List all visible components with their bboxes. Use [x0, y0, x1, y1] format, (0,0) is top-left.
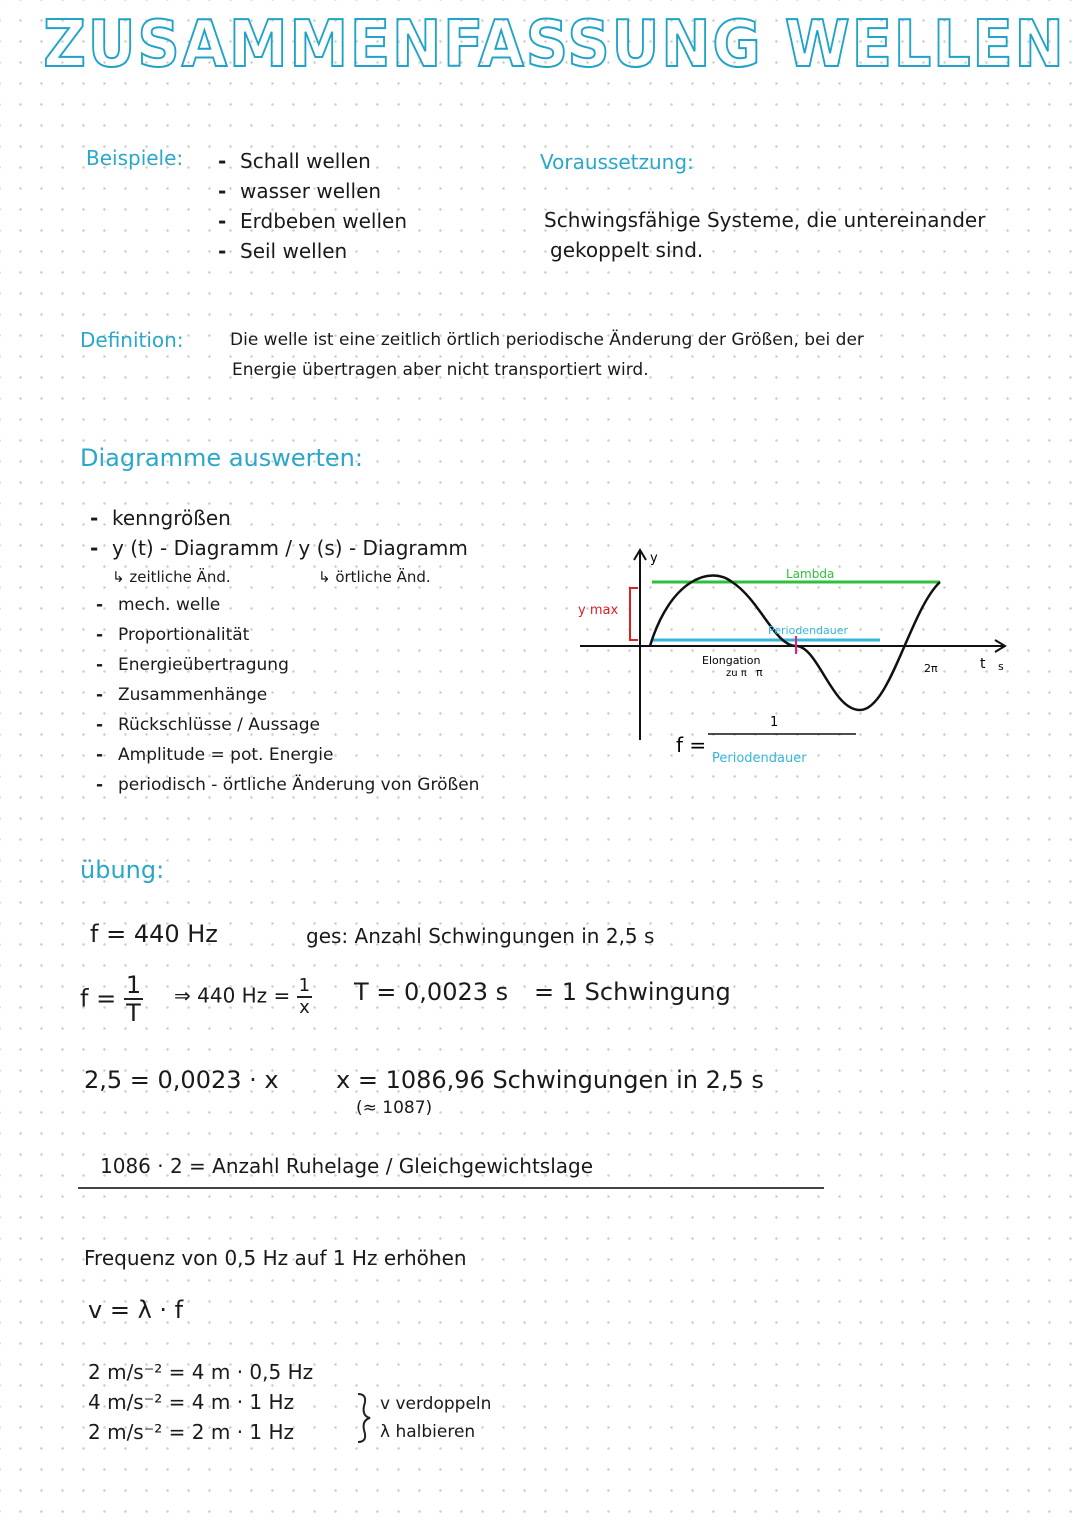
calc-line-2: 4 m/s⁻² = 4 m · 1 Hz: [88, 1390, 295, 1414]
exercise-approx: (≈ 1087): [356, 1098, 433, 1118]
ymax-label: y max: [578, 603, 619, 618]
elongation-label: Elongation: [702, 654, 761, 667]
examples-label: Beispiele:: [86, 146, 184, 170]
list-item: - mech. welle: [96, 590, 479, 620]
x-numerator: 1: [298, 975, 311, 996]
exercise-wanted: ges: Anzahl Schwingungen in 2,5 s: [306, 924, 655, 948]
list-item: - Rückschlüsse / Aussage: [96, 710, 479, 740]
x-denominator: x: [299, 996, 310, 1018]
lambda-label: Lambda: [786, 567, 835, 581]
exercise-result: x = 1086,96 Schwingungen in 2,5 s: [336, 1066, 764, 1094]
exercise-heading: übung:: [80, 856, 165, 884]
diagrams-list-top: [90, 503, 468, 563]
frequency-line: Frequenz von 0,5 Hz auf 1 Hz erhöhen: [84, 1246, 467, 1270]
calc-line-1: 2 m/s⁻² = 4 m · 0,5 Hz: [88, 1360, 314, 1384]
one-oscillation: = 1 Schwingung: [534, 978, 731, 1006]
period-result: T = 0,0023 s: [354, 978, 509, 1006]
note-space-change: ↳ örtliche Änd.: [318, 568, 431, 586]
diagrams-list: [96, 590, 479, 800]
definition-label: Definition:: [80, 328, 184, 352]
requirement-label: Voraussetzung:: [540, 150, 694, 174]
note-time-change: ↳ zeitliche Änd.: [112, 568, 231, 586]
curly-brace-icon: [354, 1392, 374, 1444]
list-item: - wasser wellen: [218, 176, 407, 206]
section-divider: [78, 1187, 824, 1189]
formula-f-label: f =: [80, 984, 117, 1013]
equation-line: 2,5 = 0,0023 · x: [84, 1066, 279, 1094]
note-double-v: v verdoppeln: [380, 1394, 492, 1414]
list-item: - Seil wellen: [218, 236, 407, 266]
formula-lhs: f =: [676, 733, 707, 757]
requirement-text-2: gekoppelt sind.: [550, 238, 704, 262]
requirement-text-1: Schwingsfähige Systeme, die untereinander: [544, 208, 986, 232]
page-title: ZUSAMMENFASSUNG WELLEN: [43, 8, 1066, 82]
list-item: - Zusammenhänge: [96, 680, 479, 710]
period-label: Periodendauer: [768, 624, 849, 637]
frac-denominator: T: [126, 999, 141, 1028]
list-item: - Schall wellen: [218, 146, 407, 176]
frac-numerator: 1: [125, 971, 142, 999]
list-item: - Proportionalität: [96, 620, 479, 650]
list-item: - Erdbeben wellen: [218, 206, 407, 236]
ymax-bracket: [630, 588, 638, 640]
list-item: - Amplitude = pot. Energie: [96, 740, 479, 770]
count-line: 1086 · 2 = Anzahl Ruhelage / Gleichgewichtslage: [100, 1154, 594, 1178]
calc-line-3: 2 m/s⁻² = 2 m · 1 Hz: [88, 1420, 295, 1444]
pi-label: π: [756, 666, 763, 679]
exercise-arrow-eq: [174, 976, 312, 1018]
note-halve-lambda: λ halbieren: [380, 1422, 476, 1442]
definition-text-2: Energie übertragen aber nicht transportiert wird.: [232, 360, 649, 380]
x-fraction: [297, 976, 312, 1018]
definition-text-1: Die welle ist eine zeitlich örtlich periodische Änderung der Größen, bei der: [230, 330, 864, 350]
formula-numerator: 1: [770, 715, 779, 730]
s-label: s: [998, 660, 1004, 673]
elongation-sub-label: zu π: [726, 668, 747, 679]
t-label: t: [980, 656, 986, 672]
list-item: - y (t) - Diagramm / y (s) - Diagramm: [90, 533, 468, 563]
list-item: - kenngrößen: [90, 503, 468, 533]
wave-graph: [560, 540, 1030, 780]
exercise-formula-f: [80, 972, 143, 1027]
wave-speed-formula: v = λ · f: [88, 1296, 184, 1324]
examples-list: [218, 146, 407, 266]
diagrams-heading: Diagramme auswerten:: [80, 444, 363, 472]
arrow-part: ⇒ 440 Hz =: [174, 983, 291, 1008]
list-item: - Energieübertragung: [96, 650, 479, 680]
exercise-given: f = 440 Hz: [90, 920, 218, 948]
list-item: - periodisch - örtliche Änderung von Größen: [96, 770, 479, 800]
formula-denominator: Periodendauer: [712, 751, 807, 766]
y-axis-label: y: [650, 551, 658, 566]
two-pi-label: 2π: [924, 662, 938, 675]
formula-fraction: [124, 972, 143, 1027]
